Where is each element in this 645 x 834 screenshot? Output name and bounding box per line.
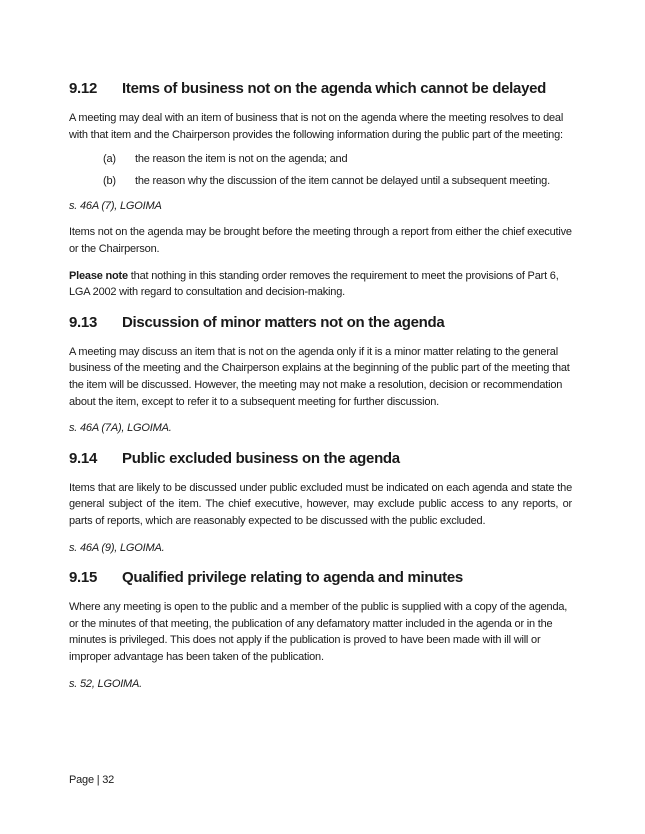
list-item-a <box>103 151 572 168</box>
heading-number: 9.15 <box>69 569 97 587</box>
section-heading-9-12 <box>69 79 572 98</box>
heading-title: Items of business not on the agenda which cannot be delayed <box>122 80 547 97</box>
paragraph-9-12-intro: A meeting may deal with an item of business that is not on the agenda where the meeting resolves to deal with that item and the Chairperson provides the following information during the public part of the meeting: <box>69 112 564 141</box>
heading-title: Discussion of minor matters not on the agenda <box>122 313 445 331</box>
list-marker: (a) <box>103 153 116 166</box>
heading-number: 9.12 <box>69 80 97 97</box>
citation-9-12: s. 46A (7), LGOIMA <box>69 199 162 212</box>
heading-number: 9.13 <box>69 313 97 331</box>
section-heading-9-14 <box>69 449 572 468</box>
note-lead-bold: Please note <box>69 269 128 282</box>
paragraph-9-15-body: Where any meeting is open to the public and a member of the public is supplied with a copy of the agenda, or the minutes of that meeting, the publication of any defamatory matter included in the agenda or in the minutes is privileged. This does not apply if the publication is proved to have been made with ill will or improper advantage has been taken of the publication. <box>69 601 568 663</box>
paragraph-9-14-body: Items that are likely to be discussed under public excluded must be indicated on each agenda and state the general subject of the item. The chief executive, however, may exclude public access to any reports, or parts of reports, which are reasonably expected to be discussed with the public excluded. <box>69 481 572 527</box>
heading-title: Public excluded business on the agenda <box>122 449 400 467</box>
note-rest: that nothing in this standing order removes the requirement to meet the provisions of Part 6, LGA 2002 with regard to consultation and decision-making. <box>69 269 559 299</box>
list-text: the reason the item is not on the agenda; and <box>135 153 348 166</box>
citation-9-13: s. 46A (7A), LGOIMA. <box>69 422 172 435</box>
list-marker: (b) <box>103 175 116 188</box>
section-heading-9-15 <box>69 568 572 587</box>
citation-9-14: s. 46A (9), LGOIMA. <box>69 541 165 554</box>
citation-9-15: s. 52, LGOIMA. <box>69 677 143 690</box>
section-heading-9-13 <box>69 313 572 332</box>
page-number-footer: Page | 32 <box>69 774 115 786</box>
list-text: the reason why the discussion of the item cannot be delayed until a subsequent meeting. <box>135 175 550 188</box>
heading-title: Qualified privilege relating to agenda and minutes <box>122 569 463 587</box>
lettered-list <box>69 151 572 190</box>
paragraph-9-13-body: A meeting may discuss an item that is not on the agenda only if it is a minor matter relating to the general business of the meeting and the Chairperson explains at the beginning of the public part of the meeting that the item will be discussed. However, the meeting may not make a resolution, decision or recommendation about the item, except to refer it to a subsequent meeting for further discussion. <box>69 345 570 408</box>
heading-number: 9.14 <box>69 449 97 467</box>
paragraph-9-12-reports: Items not on the agenda may be brought before the meeting through a report from either the chief executive or the Chairperson. <box>69 226 572 256</box>
paragraph-9-12-note <box>69 268 572 301</box>
list-item-b <box>103 173 572 190</box>
